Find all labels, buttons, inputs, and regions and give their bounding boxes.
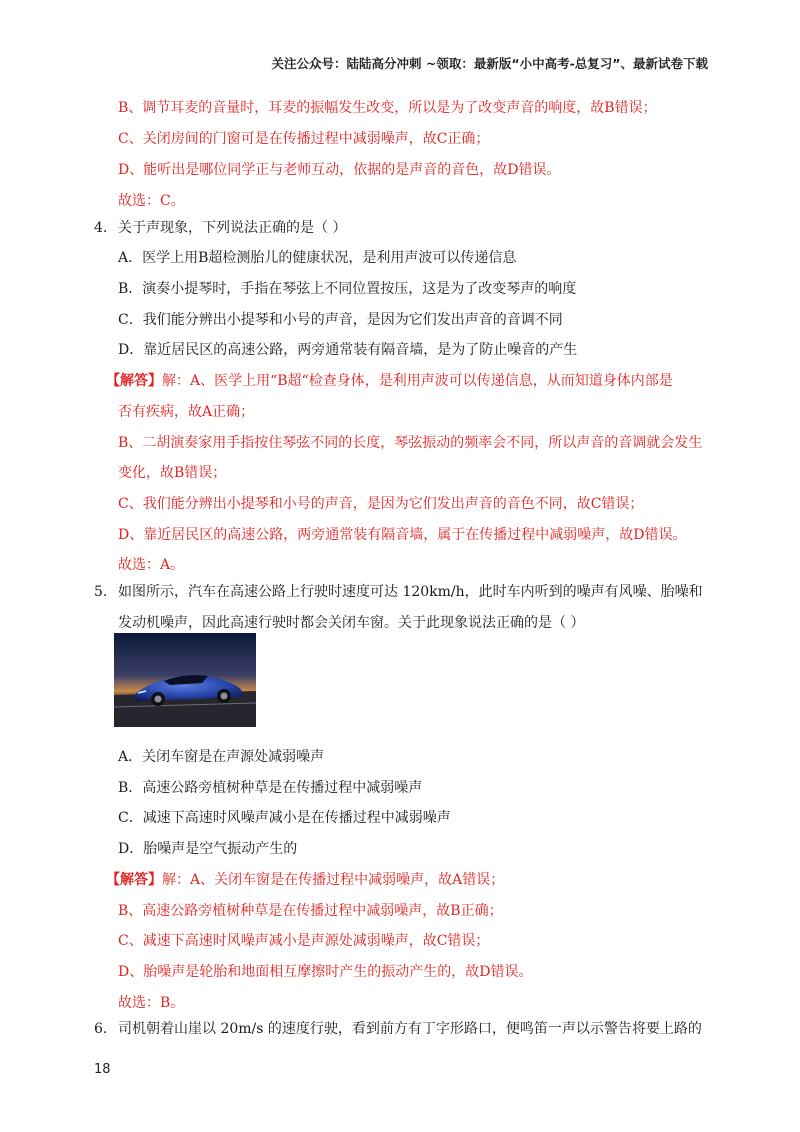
q5-answer: 故选：B。 [118, 995, 185, 1011]
q5-option-d: D．胎噪声是空气振动产生的 [118, 841, 298, 857]
q4-option-d: D．靠近居民区的高速公路，两旁通常装有隔音墙，是为了防止噪音的产生 [118, 342, 578, 358]
q5-option-a: A．关闭车窗是在声源处减弱噪声 [118, 749, 325, 765]
page-number: 18 [94, 1062, 111, 1077]
q5-option-b: B．高速公路旁植树种草是在传播过程中减弱噪声 [118, 780, 423, 796]
q5-solution-line-4: D、胎噪声是轮胎和地面相互摩擦时产生的振动产生的，故D错误。 [118, 964, 533, 980]
q5-solution-line-2: B、高速公路旁植树种草是在传播过程中减弱噪声，故B正确； [118, 903, 503, 919]
q3-solution-b: B、调节耳麦的音量时，耳麦的振幅发生改变，所以是为了改变声音的响度，故B错误； [118, 100, 657, 116]
car-photo-icon [114, 633, 256, 727]
q4-solution-line-2: 否有疾病，故A正确； [118, 404, 255, 420]
page-header: 关注公众号：陆陆高分冲刺 ~领取：最新版“小中高考-总复习”、最新试卷下载 [271, 56, 708, 71]
q4-solution-line-5: C、我们能分辨出小提琴和小号的声音，是因为它们发出声音的音色不同，故C错误； [118, 496, 644, 512]
q5-solution-line-1: 【解答】解：A、关闭车窗是在传播过程中减弱噪声，故A错误； [106, 872, 505, 888]
q4-solution-line-6: D、靠近居民区的高速公路，两旁通常装有隔音墙，属于在传播过程中减弱噪声，故D错误。 [118, 527, 687, 543]
q4-solution-line-1: 【解答】解：A、医学上用“B超“检查身体，是利用声波可以传递信息，从而知道身体内部是 [106, 373, 673, 389]
q4-solution-line-4: 变化，故B错误； [118, 465, 227, 481]
q6-stem: 司机朝着山崖以 20m/s 的速度行驶，看到前方有丁字形路口，便鸣笛一声以示警告将要上路的 [118, 1021, 702, 1037]
q4-option-c: C．我们能分辨出小提琴和小号的声音，是因为它们发出声音的音调不同 [118, 312, 563, 328]
q4-solution-tag: 【解答】 [106, 373, 162, 389]
q5-solution-line-3: C、减速下高速时风噪声减小是声源处减弱噪声，故C错误； [118, 933, 490, 949]
q5-stem-line-1: 如图所示，汽车在高速公路上行驶时速度可达 120km/h，此时车内听到的噪声有风噪、胎噪和 [118, 584, 703, 600]
q4-option-a: A．医学上用B超检测胎儿的健康状况，是利用声波可以传递信息 [118, 250, 517, 266]
q4-answer: 故选：A。 [118, 557, 185, 573]
q3-answer: 故选：C。 [118, 193, 185, 209]
q3-solution-d: D、能听出是哪位同学正与老师互动，依据的是声音的音色，故D错误。 [118, 162, 561, 178]
q6-number: 6. [94, 1021, 108, 1037]
q4-stem: 关于声现象，下列说法正确的是（ ） [118, 220, 347, 236]
q3-solution-c: C、关闭房间的门窗可是在传播过程中减弱噪声，故C正确； [118, 131, 490, 147]
q5-option-c: C．减速下高速时风噪声减小是在传播过程中减弱噪声 [118, 810, 451, 826]
q4-number: 4. [94, 220, 108, 236]
q5-solution-tag: 【解答】 [106, 872, 162, 888]
q5-stem-line-2: 发动机噪声，因此高速行驶时都会关闭车窗。关于此现象说法正确的是（ ） [118, 615, 585, 631]
q5-number: 5. [94, 584, 108, 600]
q4-option-b: B．演奏小提琴时，手指在琴弦上不同位置按压，这是为了改变琴声的响度 [118, 281, 577, 297]
q4-solution-line-3: B、二胡演奏家用手指按住琴弦不同的长度，琴弦振动的频率会不同，所以声音的音调就会发生 [118, 435, 703, 451]
